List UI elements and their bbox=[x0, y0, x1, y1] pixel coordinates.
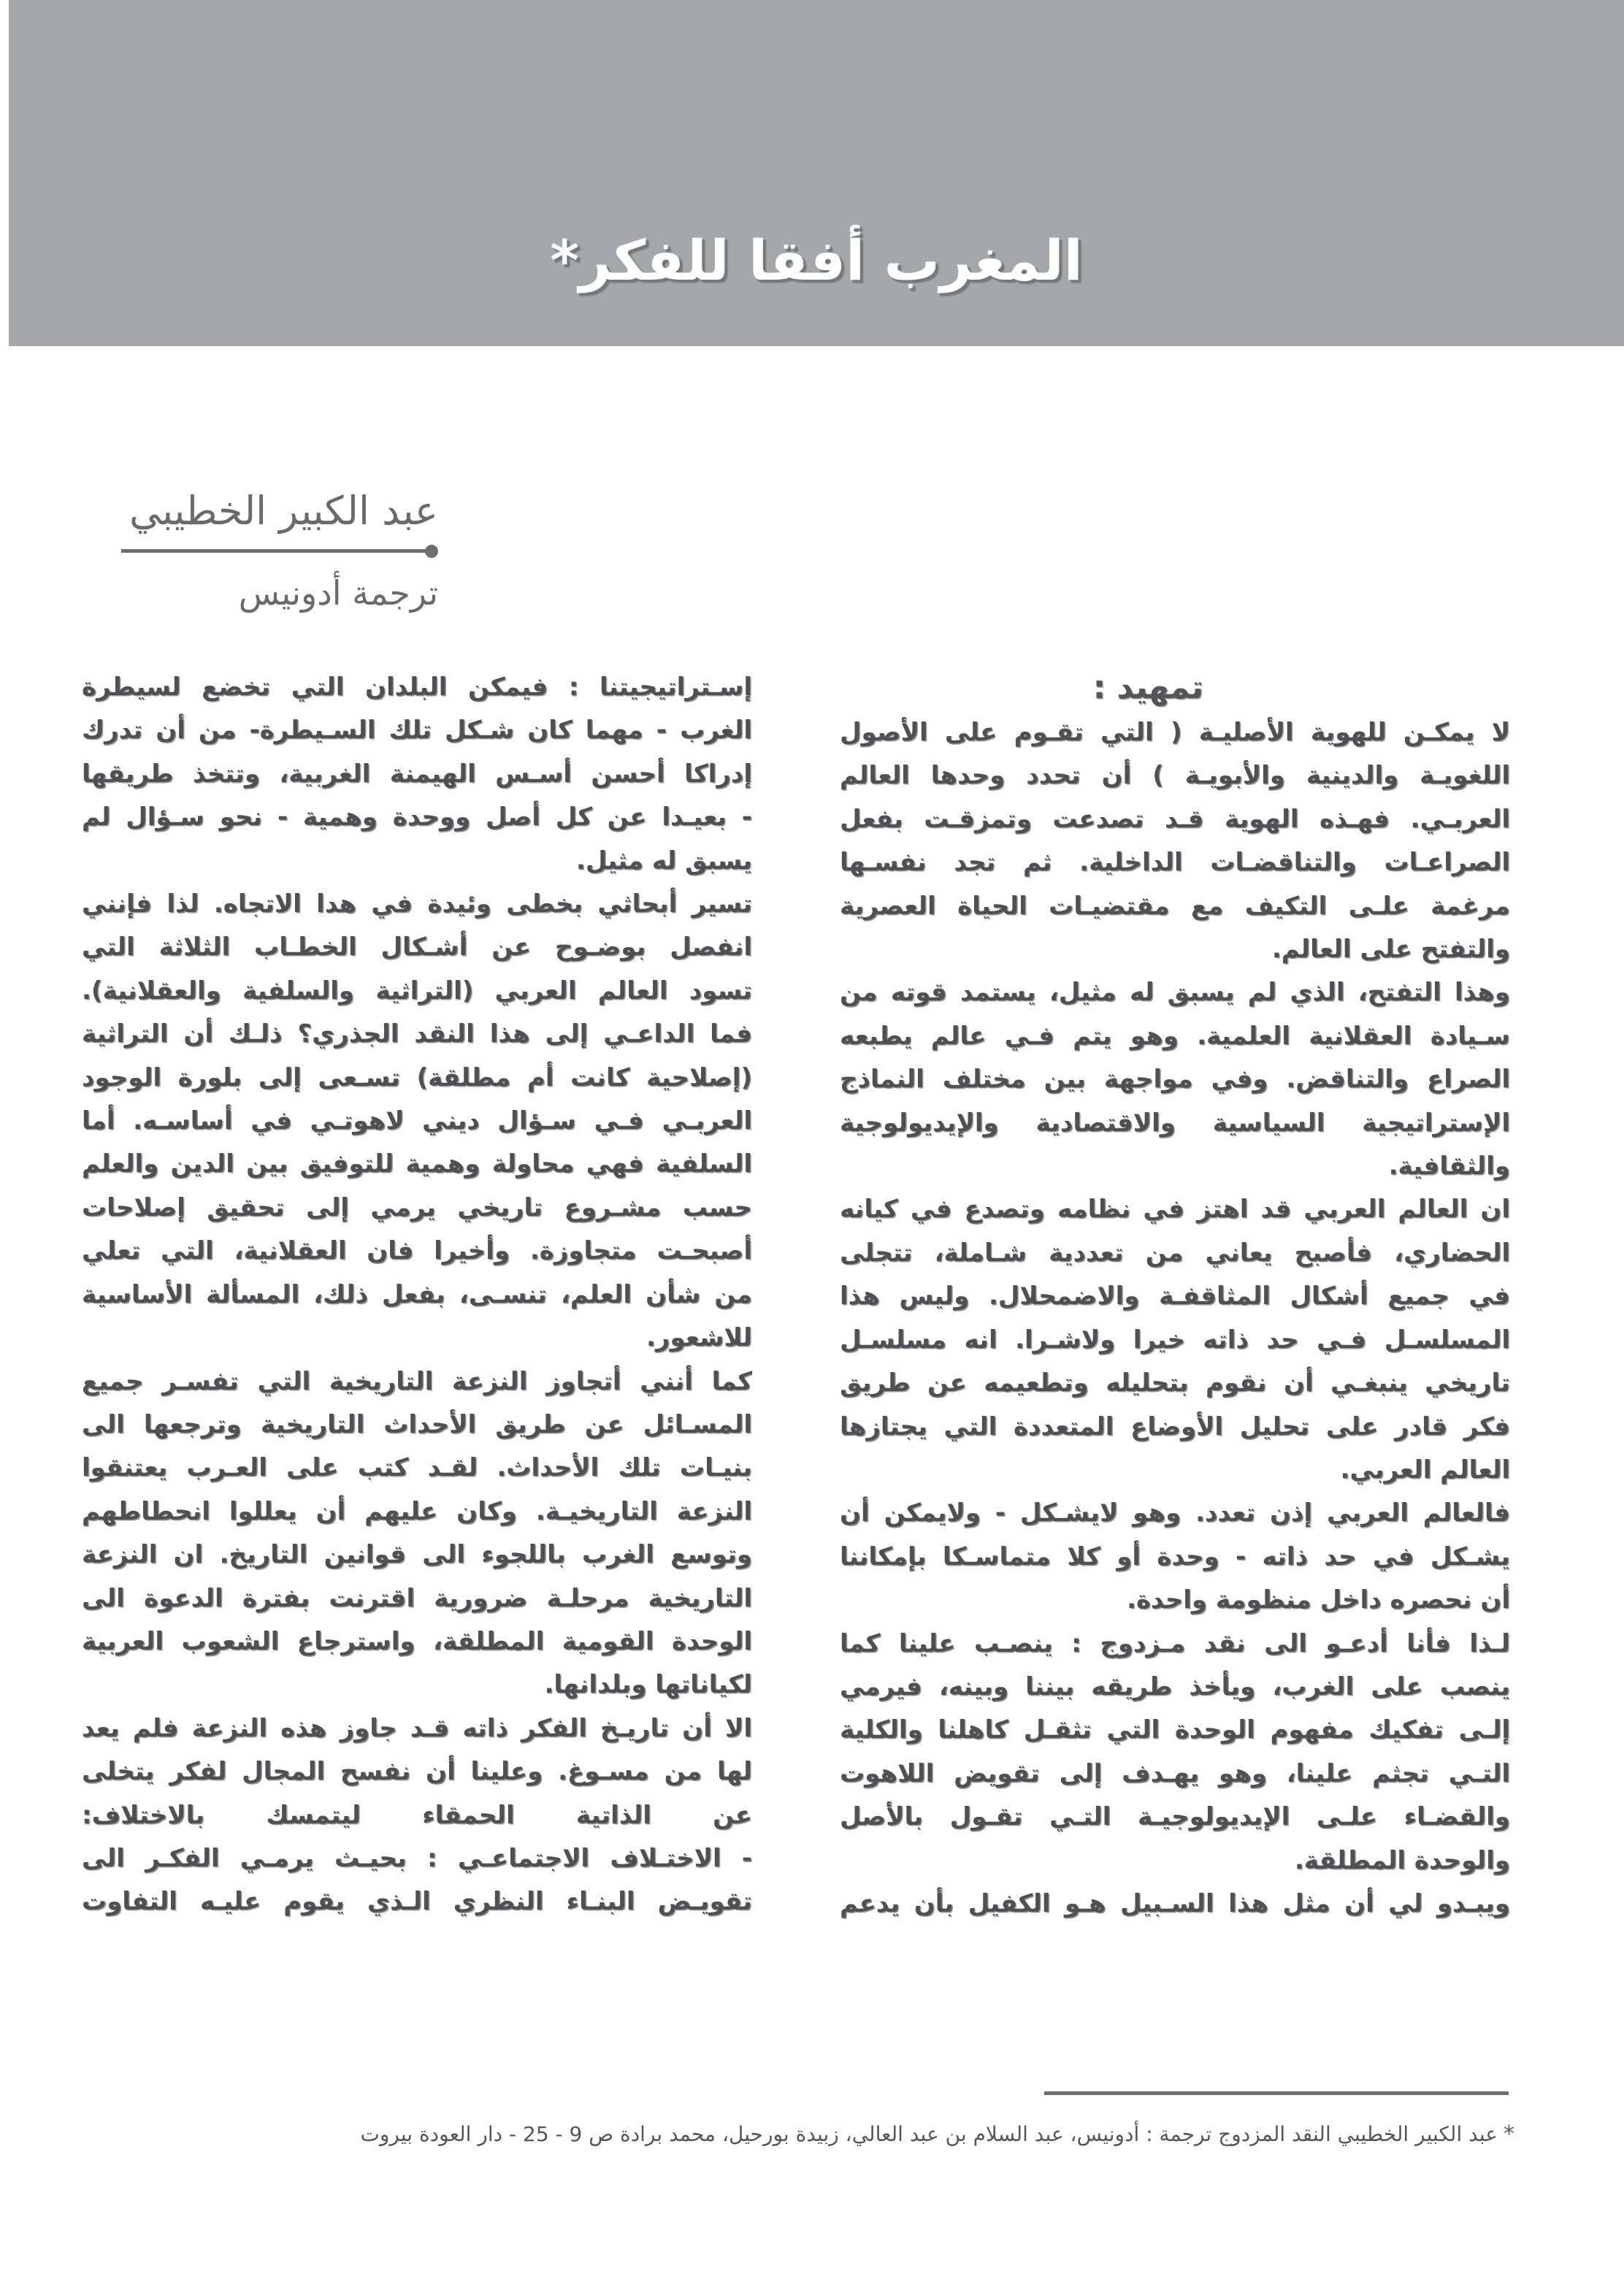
text-line: المسلسـل فـي حد ذاته خيرا ولاشـرا. انه مسلسـل bbox=[840, 1325, 1510, 1355]
text-line: المسـائل عن طريق الأحداث التاريخية وترجعها الى bbox=[82, 1409, 752, 1439]
bullet-dot-icon bbox=[425, 545, 438, 558]
text-line: ويبـدو لي أن مثل هذا السـبيل هـو الكفيل بأن يدعم bbox=[840, 1888, 1510, 1918]
byline-divider bbox=[117, 543, 438, 558]
footnote-text: عبد الكبير الخطيبي النقد المزدوج ترجمة : أدونيس، عبد السلام بن عبد العالي، زبيدة بورحيل، محمد برادة ص 9 - 25 - دار العودة بيروت bbox=[360, 2122, 1498, 2146]
text-line: حسب مشـروع تاريخي يرمي إلى تحقيق إصلاحات bbox=[82, 1192, 752, 1222]
text-line: بنيـات تلك الأحداث. لقـد كتب على العـرب يعتنقوا bbox=[82, 1453, 752, 1483]
text-line: الإستراتيجية السياسية والاقتصادية والإيديولوجية bbox=[840, 1108, 1510, 1138]
text-line: فكر قادر على تحليل الأوضاع المتعددة التي يجتازها bbox=[840, 1412, 1510, 1441]
text-line: والوحدة المطلقة. bbox=[1294, 1845, 1510, 1875]
text-line: إلـى تفكيك مفهوم الوحدة التي تثقـل كاهلنا والكلية bbox=[840, 1715, 1510, 1745]
text-line: انفصل بوضـوح عن أشـكال الخطـاب الثلاثة التي bbox=[82, 933, 752, 962]
footnote-marker: * bbox=[1504, 2121, 1514, 2147]
text-line: يشـكل في حد ذاته - وحدة أو كلا متماسـكا بإمكاننا bbox=[840, 1542, 1510, 1571]
title-banner bbox=[9, 0, 1624, 346]
text-line: أصبحـت متجاوزة. وأخيرا فان العقلانية، التي تعلي bbox=[82, 1236, 752, 1266]
text-line: من شأن العلم، تنسـى، بفعل ذلك، المسألة الأساسية bbox=[82, 1279, 752, 1309]
text-line: العربـي فـي سـؤال ديني لاهوتـي في أساسـه. أما bbox=[82, 1106, 752, 1136]
text-line: إسـتراتيجيتنا : فيمكن البلدان التي تخضع لسيطرة bbox=[82, 673, 752, 702]
text-line: - الاختـلاف الاجتماعـي : بحيـث يرمـي الفكـر الى bbox=[82, 1843, 752, 1873]
text-line: والثقافية. bbox=[1388, 1152, 1510, 1182]
text-line: التـي تجثم علينا، وهو يهـدف إلى تقويض اللاهوت bbox=[840, 1758, 1510, 1788]
text-line: والتفتح على العالم. bbox=[1271, 935, 1510, 965]
byline bbox=[117, 482, 438, 622]
text-line: تاريخي ينبغـي أن نقوم بتحليله وتطعيمه عن طريق bbox=[840, 1368, 1510, 1398]
text-line: أن نحصره داخل منظومة واحدة. bbox=[1127, 1585, 1510, 1615]
text-line: العالم العربي. bbox=[1340, 1455, 1510, 1485]
article-column-left bbox=[82, 666, 752, 1924]
author-name: عبد الكبير الخطيبي bbox=[129, 488, 438, 534]
text-line: فما الداعـي إلى هذا النقد الجذري؟ ذلـك أن التراثية bbox=[82, 1019, 752, 1049]
text-line: الوحدة القومية المطلقة، واسترجاع الشعوب العربية bbox=[82, 1626, 752, 1656]
footnote bbox=[110, 2116, 1514, 2153]
text-line: التاريخية مرحلـة ضرورية اقترنت بفترة الدعوة الى bbox=[82, 1583, 752, 1613]
text-line: عن الذاتية الحمقاء ليتمسك بالاختلاف: bbox=[82, 1800, 752, 1830]
text-line: فالعالم العربي إذن تعدد. وهو لايشـكل - ولايمكن أن bbox=[840, 1498, 1510, 1528]
text-line: للاشعور. bbox=[646, 1323, 752, 1353]
text-line: الا أن تاريـخ الفكر ذاته قـد جاوز هذه النزعة فلم يعد bbox=[82, 1713, 752, 1743]
text-line: كما أنني أتجاوز النزعة التاريخية التي تفسـر جميع bbox=[82, 1366, 752, 1396]
text-line: الحضاري، فأصبح يعاني من تعددية شـاملة، تتجلى bbox=[840, 1238, 1510, 1268]
article-column-right bbox=[840, 657, 1510, 1926]
text-line: (إصلاحية كانت أم مطلقة) تسـعى إلى بلورة الوجود bbox=[82, 1062, 752, 1092]
text-line: وهذا التفتح، الذي لم يسبق له مثيل، يستمد قوته من bbox=[840, 978, 1510, 1008]
text-line: العربـي. فهـذه الهوية قـد تصدعت وتمزقـت بفعل bbox=[840, 804, 1510, 834]
text-line: والقضـاء علـى الإيديولوجيـة التـي تقـول بالأصل bbox=[840, 1802, 1510, 1832]
text-line: مرغمة علـى التكيف مع مقتضيـات الحياة العصرية bbox=[840, 891, 1510, 921]
text-line: تسير أبحاثي بخطى وئيدة في هدا الاتجاه. لذا فإنني bbox=[82, 889, 752, 919]
text-line: الصراعـات والتناقضـات الداخلية. ثم تجد نفسـها bbox=[840, 848, 1510, 878]
text-line: سـيادة العقلانية العلمية. وهو يتم فـي عالم يطبعه bbox=[840, 1021, 1510, 1051]
text-line: تسود العالم العربي (التراثية والسلفية والعقلانية). bbox=[82, 976, 752, 1006]
divider-line bbox=[121, 549, 429, 553]
text-line: لـذا فأنا أدعـو الى نقد مـزدوج : ينصـب علينا كما bbox=[840, 1628, 1510, 1658]
translator-credit: ترجمة أدونيس bbox=[238, 573, 438, 613]
text-line: اللغويـة والدينية والأبويـة ) أن تحدد وحدها العالم bbox=[840, 761, 1510, 791]
text-line: - بعيـدا عن كل أصل ووحدة وهمية - نحو سـؤال لم bbox=[82, 803, 752, 832]
text-line: النزعة التاريخيـة. وكان عليهم أن يعللوا انحطاطهم bbox=[82, 1496, 752, 1526]
text-line: لها من مسـوغ. وعلينا أن نفسح المجال لفكر يتخلى bbox=[82, 1757, 752, 1787]
text-line: لكياناتها وبلدانها. bbox=[544, 1670, 752, 1700]
footnote-rule bbox=[1044, 2091, 1509, 2095]
text-line: إدراكا أحسن أسـس الهيمنة الغربية، وتتخذ طريقها bbox=[82, 759, 752, 789]
text-line: ينصب على الغرب، ويأخذ طريقه بيننا وبينه، فيرمي bbox=[840, 1671, 1510, 1701]
text-line: ان العالم العربي قد اهتز في نظامه وتصدع في كيانه bbox=[840, 1195, 1510, 1225]
text-line: يسبق له مثيل. bbox=[575, 846, 752, 876]
text-line: في جميع أشكال المثاقفـة والاضمحلال. وليس هذا bbox=[840, 1282, 1510, 1311]
text-line: الصراع والتناقض. وفي مواجهة بين مختلف النماذج bbox=[840, 1065, 1510, 1095]
text-line: لا يمكـن للهوية الأصليـة ( التي تقـوم على الأصول bbox=[840, 718, 1510, 747]
page-title: المغرب أفقا للفكر* bbox=[550, 228, 1083, 293]
text-line: وتوسع الغرب باللجوء الى قوانين التاريخ. ان النزعة bbox=[82, 1540, 752, 1570]
section-heading: تمهيد : bbox=[1092, 669, 1203, 706]
text-line: السلفية فهي محاولة وهمية للتوفيق بين الدين والعلم bbox=[82, 1149, 752, 1179]
text-line: الغرب - مهما كان شـكل تلك السـيطرة- من أن تدرك bbox=[82, 716, 752, 746]
text-line: تقويـض البنـاء النظري الـذي يقوم عليـه التفاوت bbox=[82, 1887, 752, 1917]
